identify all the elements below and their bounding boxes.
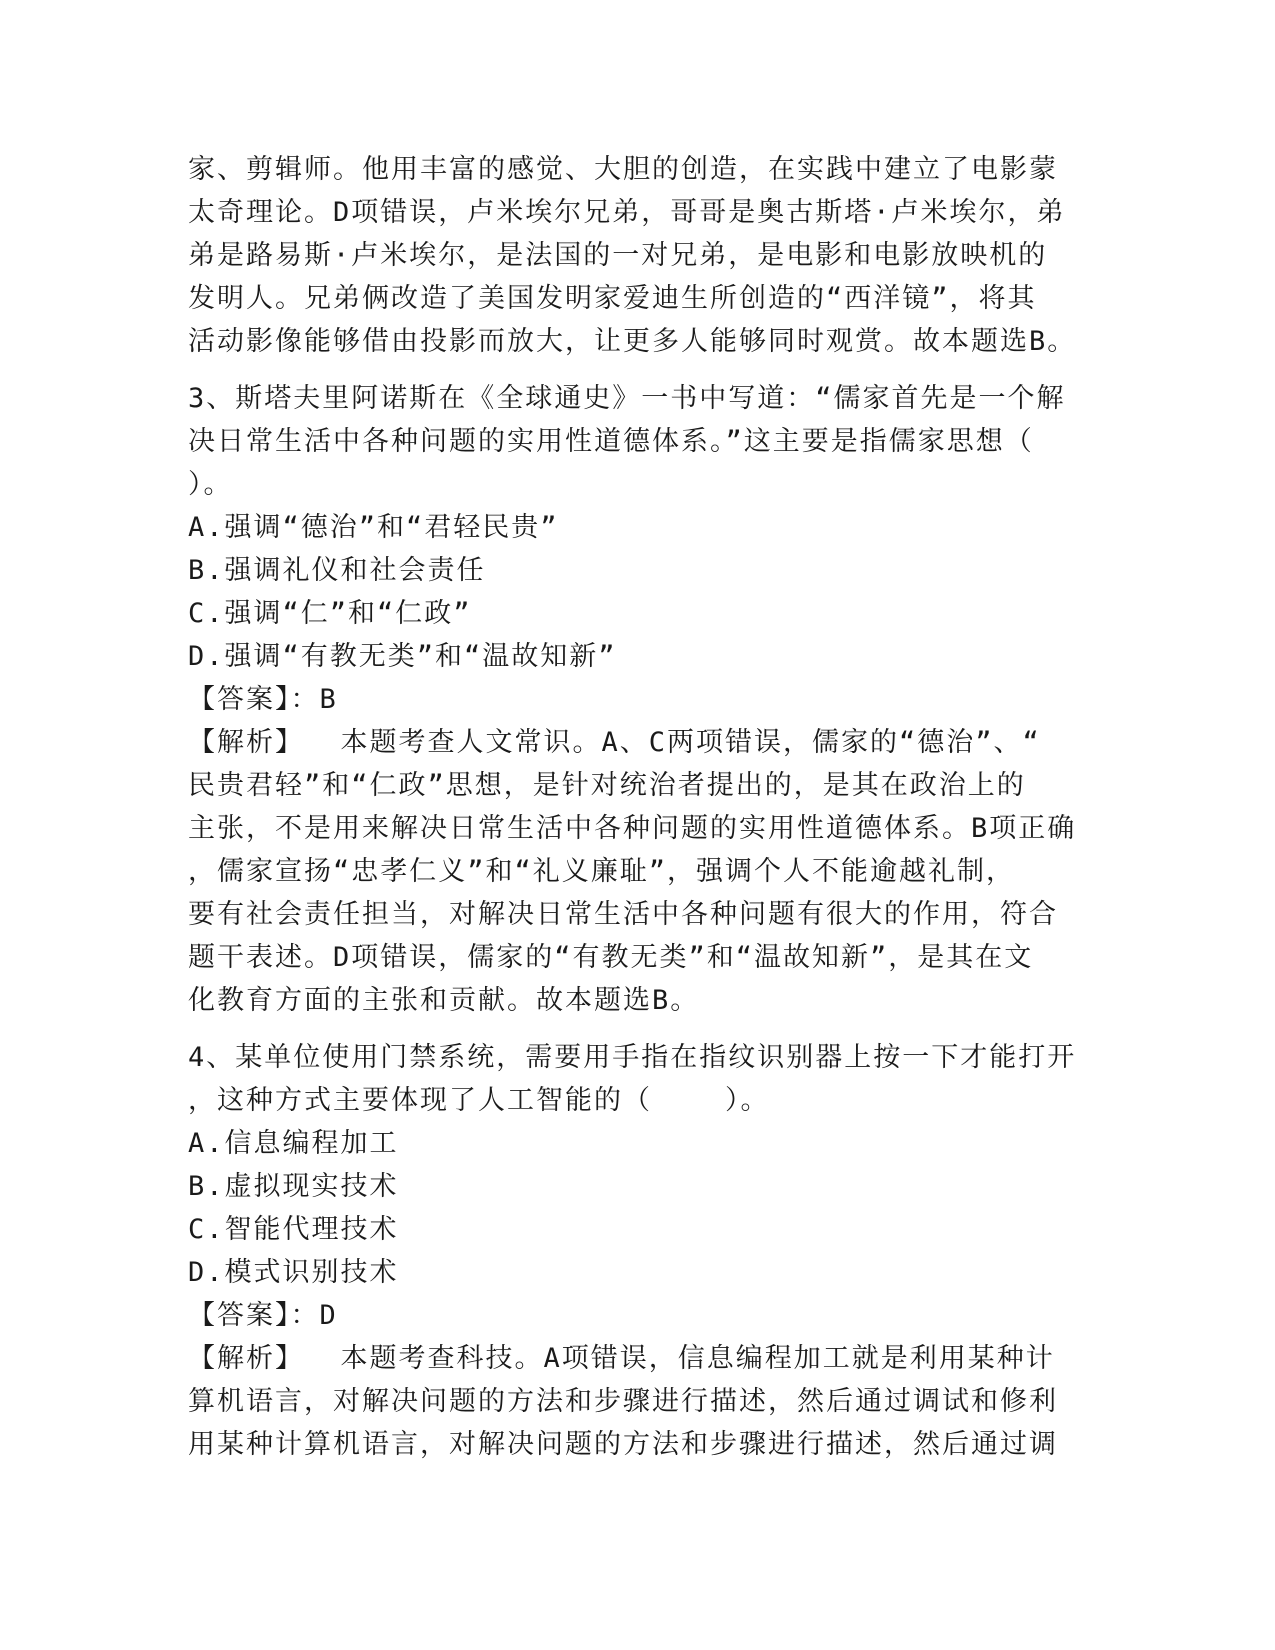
analysis-line: 主张，不是用来解决日常生活中各种问题的实用性道德体系。B项正确 <box>188 813 1077 844</box>
question-stem-line: ，这种方式主要体现了人工智能的（ ）。 <box>188 1085 770 1116</box>
answer-line: 【答案】：B <box>188 684 338 715</box>
analysis-line: 民贵君轻”和“仁政”思想，是针对统治者提出的，是其在政治上的 <box>188 770 1026 801</box>
text-line: 活动影像能够借由投影而放大，让更多人能够同时观赏。故本题选B。 <box>188 326 1077 357</box>
option-b: B.强调礼仪和社会责任 <box>188 555 486 586</box>
option-b: B.虚拟现实技术 <box>188 1171 399 1202</box>
option-c: C.强调“仁”和“仁政” <box>188 598 472 629</box>
option-a: A.强调“德治”和“君轻民贵” <box>188 512 559 543</box>
analysis-line: 【解析】 本题考查人文常识。A、C两项错误，儒家的“德治”、“ <box>188 727 1041 758</box>
text-line: 太奇理论。D项错误，卢米埃尔兄弟，哥哥是奥古斯塔·卢米埃尔，弟 <box>188 197 1066 228</box>
question-stem-line: 3、斯塔夫里阿诺斯在《全球通史》一书中写道：“儒家首先是一个解 <box>188 383 1066 414</box>
analysis-line: 化教育方面的主张和贡献。故本题选B。 <box>188 985 700 1016</box>
text-line: 弟是路易斯·卢米埃尔，是法国的一对兄弟，是电影和电影放映机的 <box>188 240 1048 271</box>
analysis-line: 用某种计算机语言，对解决问题的方法和步骤进行描述，然后通过调 <box>188 1429 1058 1460</box>
question-4 <box>188 1036 1098 1466</box>
option-d: D.模式识别技术 <box>188 1257 399 1288</box>
text-line: 家、剪辑师。他用丰富的感觉、大胆的创造，在实践中建立了电影蒙 <box>188 154 1058 185</box>
text-line: 发明人。兄弟俩改造了美国发明家爱迪生所创造的“西洋镜”，将其 <box>188 283 1037 314</box>
question-stem-line: 4、某单位使用门禁系统，需要用手指在指纹识别器上按一下才能打开 <box>188 1042 1077 1073</box>
answer-line: 【答案】：D <box>188 1300 338 1331</box>
analysis-line: 要有社会责任担当，对解决日常生活中各种问题有很大的作用，符合 <box>188 899 1058 930</box>
spacer <box>188 1022 1098 1036</box>
analysis-line: 【解析】 本题考查科技。A项错误，信息编程加工就是利用某种计 <box>188 1343 1055 1374</box>
document-page <box>188 148 1098 1466</box>
question-stem-line: 决日常生活中各种问题的实用性道德体系。”这主要是指儒家思想（ <box>188 426 1034 457</box>
spacer <box>188 363 1098 377</box>
option-c: C.智能代理技术 <box>188 1214 399 1245</box>
analysis-line: ，儒家宣扬“忠孝仁义”和“礼义廉耻”，强调个人不能逾越礼制， <box>188 856 1016 887</box>
option-a: A.信息编程加工 <box>188 1128 399 1159</box>
question-3 <box>188 377 1098 1022</box>
option-d: D.强调“有教无类”和“温故知新” <box>188 641 617 672</box>
question-stem-line: ）。 <box>188 469 233 500</box>
intro-paragraph <box>188 148 1098 363</box>
analysis-line: 题干表述。D项错误，儒家的“有教无类”和“温故知新”，是其在文 <box>188 942 1034 973</box>
analysis-line: 算机语言，对解决问题的方法和步骤进行描述，然后通过调试和修利 <box>188 1386 1058 1417</box>
